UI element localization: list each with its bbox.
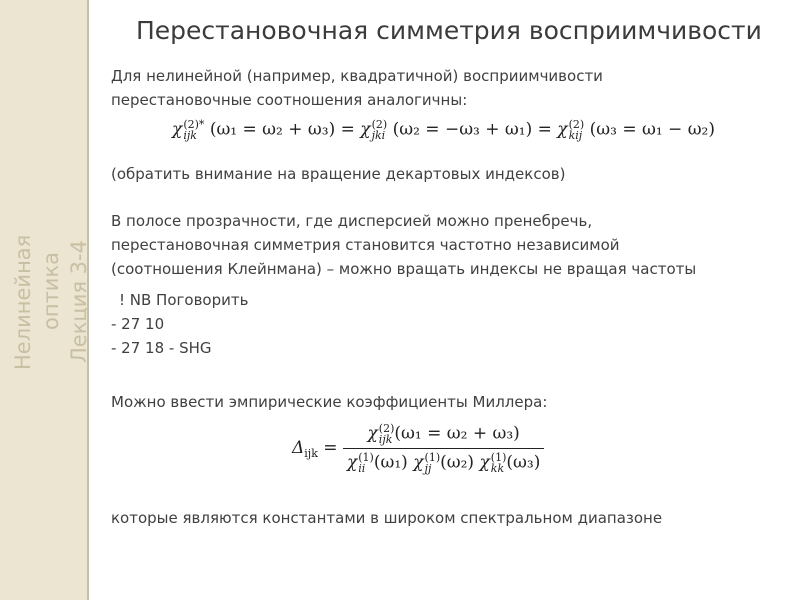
delta-index: ijk xyxy=(304,447,318,460)
numerator-args: (ω₁ = ω₂ + ω₃) xyxy=(394,423,520,444)
intro-line-2: перестановочные соотношения аналогичны: xyxy=(111,91,468,109)
sidebar-course-line1: Нелинейная xyxy=(11,234,35,370)
kleinman-line-1: В полосе прозрачности, где дисперсией можно пренебречь, xyxy=(111,212,593,230)
miller-fraction xyxy=(343,423,544,474)
delta-symbol: Δ xyxy=(292,438,305,458)
miller-conclusion: которые являются константами в широком спектральном диапазоне xyxy=(111,509,663,527)
kleinman-line-2: перестановочная симметрия становится частотно независимой xyxy=(111,236,620,254)
den-arg-3: (ω₃) xyxy=(506,452,541,473)
chi-symbol: χ xyxy=(413,452,424,473)
chi-index-ii: ii xyxy=(358,462,366,475)
kleinman-line-3: (соотношения Клейнмана) – можно вращать индексы не вращая частоты xyxy=(111,260,697,278)
chi-index-kij: kij xyxy=(568,129,583,142)
permutation-formula xyxy=(172,119,715,141)
intro-paragraph xyxy=(111,64,603,112)
chi-index-ijk: ijk xyxy=(378,433,393,446)
miller-formula xyxy=(292,423,544,474)
chi-order-conj: (2)* xyxy=(183,118,205,131)
chi-symbol: χ xyxy=(346,452,358,473)
chi-index-ijk: ijk xyxy=(183,129,197,142)
miller-intro: Можно ввести эмпирические коэффициенты Миллера: xyxy=(111,393,548,411)
chi-symbol: χ xyxy=(172,119,183,140)
chi-symbol: χ xyxy=(367,423,378,444)
chi-symbol: χ xyxy=(479,452,490,473)
sidebar-lecture-number: Лекция 3-4 xyxy=(67,240,91,363)
todo-notes xyxy=(111,288,248,360)
chi-symbol: χ xyxy=(557,119,568,140)
formula-part-3: (ω₃ = ω₁ − ω₂) xyxy=(589,119,716,140)
todo-line-2: - 27 10 xyxy=(111,315,165,333)
chi-linear-order: (1) xyxy=(358,451,374,464)
chi-order: (2) xyxy=(568,118,585,131)
intro-line-1: Для нелинейной (например, квадратичной) восприимчивости xyxy=(111,67,603,85)
chi-order: (2) xyxy=(378,422,395,435)
formula-part-1: (ω₁ = ω₂ + ω₃) = xyxy=(209,119,355,140)
todo-line-1: ! NB Поговорить xyxy=(119,291,249,309)
chi-linear-order: (1) xyxy=(490,451,507,464)
miller-denominator xyxy=(343,449,544,474)
index-rotation-note: (обратить внимание на вращение декартовых индексов) xyxy=(111,165,566,183)
todo-line-3: - 27 18 - SHG xyxy=(111,339,212,357)
kleinman-paragraph xyxy=(111,209,696,281)
chi-symbol: χ xyxy=(360,119,371,140)
formula-part-2: (ω₂ = −ω₃ + ω₁) = xyxy=(392,119,552,140)
chi-index-kk: kk xyxy=(490,462,505,475)
chi-linear-order: (1) xyxy=(424,451,441,464)
miller-equals: = xyxy=(323,438,338,458)
miller-numerator xyxy=(343,423,544,448)
chi-index-jj: jj xyxy=(424,462,432,475)
chi-order: (2) xyxy=(371,118,388,131)
chi-index-jki: jki xyxy=(371,129,386,142)
sidebar-course-line2: оптика xyxy=(39,251,63,330)
slide-title: Перестановочная симметрия восприимчивости xyxy=(136,16,762,45)
den-arg-2: (ω₂) xyxy=(440,452,475,473)
den-arg-1: (ω₁) xyxy=(373,452,408,473)
